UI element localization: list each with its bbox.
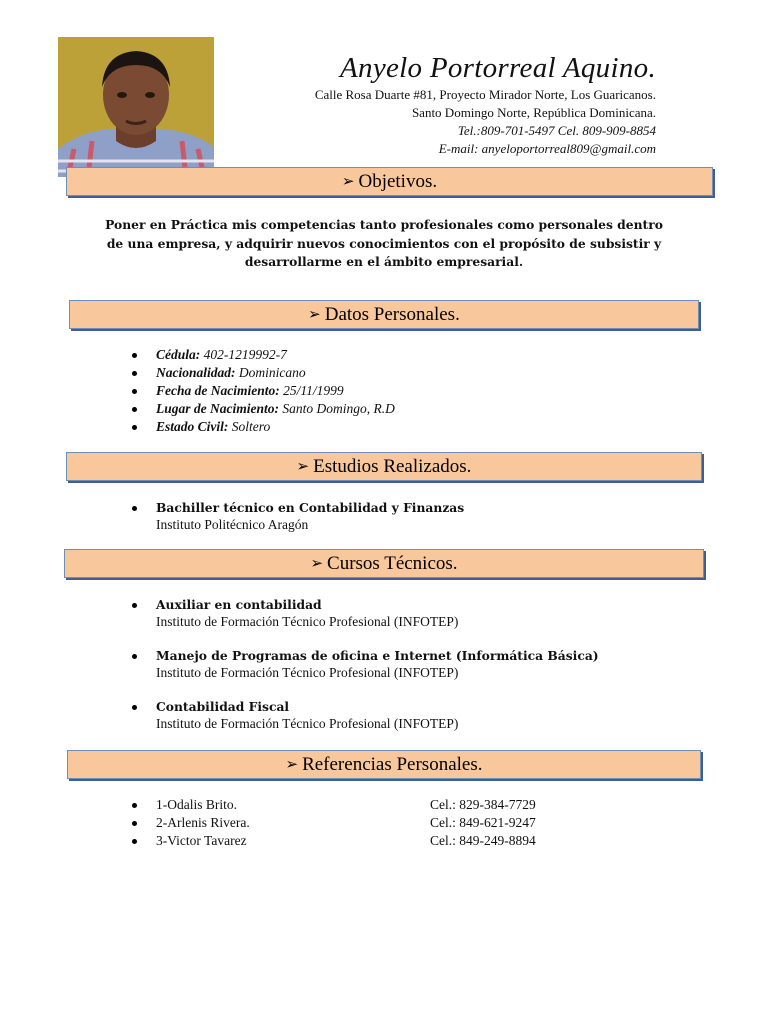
bullet-dot-icon bbox=[132, 407, 137, 412]
section-studies bbox=[66, 452, 702, 481]
bullet-dot-icon bbox=[132, 506, 137, 511]
references-list bbox=[132, 796, 562, 850]
section-title: Estudios Realizados. bbox=[313, 455, 472, 477]
objective-line: desarrollarme en el ámbito empresarial. bbox=[244, 254, 524, 269]
bullet-dot-icon bbox=[132, 821, 137, 826]
arrowhead-icon: ➢ bbox=[341, 174, 355, 190]
section-title: Datos Personales. bbox=[324, 303, 460, 325]
list-item: Contabilidad Fiscal Instituto de Formación Técnico Profesional (INFOTEP) bbox=[132, 698, 599, 732]
list-item: Lugar de Nacimiento: Santo Domingo, R.D bbox=[132, 400, 395, 418]
address-line-2: Santo Domingo Norte, República Dominicana. bbox=[411, 105, 656, 120]
section-objectives bbox=[66, 167, 713, 196]
section-references bbox=[67, 750, 701, 779]
courses-list bbox=[132, 596, 599, 749]
bullet-dot-icon bbox=[132, 705, 137, 710]
reference-name: 1-Odalis Brito. bbox=[156, 797, 237, 812]
list-item: Estado Civil: Soltero bbox=[132, 418, 395, 436]
arrowhead-icon: ➢ bbox=[310, 556, 324, 572]
address-line-1: Calle Rosa Duarte #81, Proyecto Mirador Norte, Los Guaricanos. bbox=[314, 87, 656, 102]
phone-line: Tel.:809-701-5497 Cel. 809-909-8854 bbox=[457, 123, 656, 138]
section-personal bbox=[69, 300, 699, 329]
list-item: Fecha de Nacimiento: 25/11/1999 bbox=[132, 382, 395, 400]
objective-text bbox=[100, 216, 668, 272]
bullet-dot-icon bbox=[132, 654, 137, 659]
list-item: Auxiliar en contabilidad Instituto de Formación Técnico Profesional (INFOTEP) bbox=[132, 596, 599, 630]
objective-line: Poner en Práctica mis competencias tanto profesionales como personales dentro bbox=[105, 217, 663, 232]
arrowhead-icon: ➢ bbox=[308, 307, 321, 323]
list-item bbox=[132, 832, 562, 850]
bullet-dot-icon bbox=[132, 425, 137, 430]
arrowhead-icon: ➢ bbox=[296, 459, 310, 475]
studies-list bbox=[132, 499, 464, 550]
list-item: Nacionalidad: Dominicano bbox=[132, 364, 395, 382]
list-item bbox=[132, 796, 562, 814]
section-title: Objetivos. bbox=[358, 170, 438, 192]
bullet-dot-icon bbox=[132, 803, 137, 808]
bullet-dot-icon bbox=[132, 603, 137, 608]
bullet-dot-icon bbox=[132, 371, 137, 376]
profile-photo bbox=[58, 37, 214, 177]
section-title: Cursos Técnicos. bbox=[327, 552, 458, 574]
contact-header bbox=[315, 50, 656, 158]
arrowhead-icon: ➢ bbox=[285, 757, 299, 773]
reference-phone: Cel.: 849-621-9247 bbox=[430, 815, 536, 830]
section-courses bbox=[64, 549, 704, 578]
reference-phone: Cel.: 849-249-8894 bbox=[430, 833, 536, 848]
reference-name: 2-Arlenis Rivera. bbox=[156, 815, 250, 830]
bullet-dot-icon bbox=[132, 353, 137, 358]
list-item bbox=[132, 814, 562, 832]
bullet-dot-icon bbox=[132, 389, 137, 394]
objective-line: de una empresa, y adquirir nuevos conocimientos con el propósito de subsistir y bbox=[106, 235, 662, 251]
email-line: E-mail: anyeloportorreal809@gmail.com bbox=[438, 141, 656, 156]
personal-data-list bbox=[132, 346, 395, 436]
list-item: Cédula: 402-1219992-7 bbox=[132, 346, 395, 364]
list-item: Bachiller técnico en Contabilidad y Finanzas Instituto Politécnico Aragón bbox=[132, 499, 464, 533]
section-title: Referencias Personales. bbox=[302, 753, 483, 775]
candidate-name: Anyelo Portorreal Aquino. bbox=[340, 52, 656, 84]
bullet-dot-icon bbox=[132, 839, 137, 844]
list-item: Manejo de Programas de oficina e Internet (Informática Básica) Instituto de Formación Técnico Profesional (INFOTEP) bbox=[132, 647, 599, 681]
reference-name: 3-Victor Tavarez bbox=[156, 833, 247, 848]
reference-phone: Cel.: 829-384-7729 bbox=[430, 797, 536, 812]
